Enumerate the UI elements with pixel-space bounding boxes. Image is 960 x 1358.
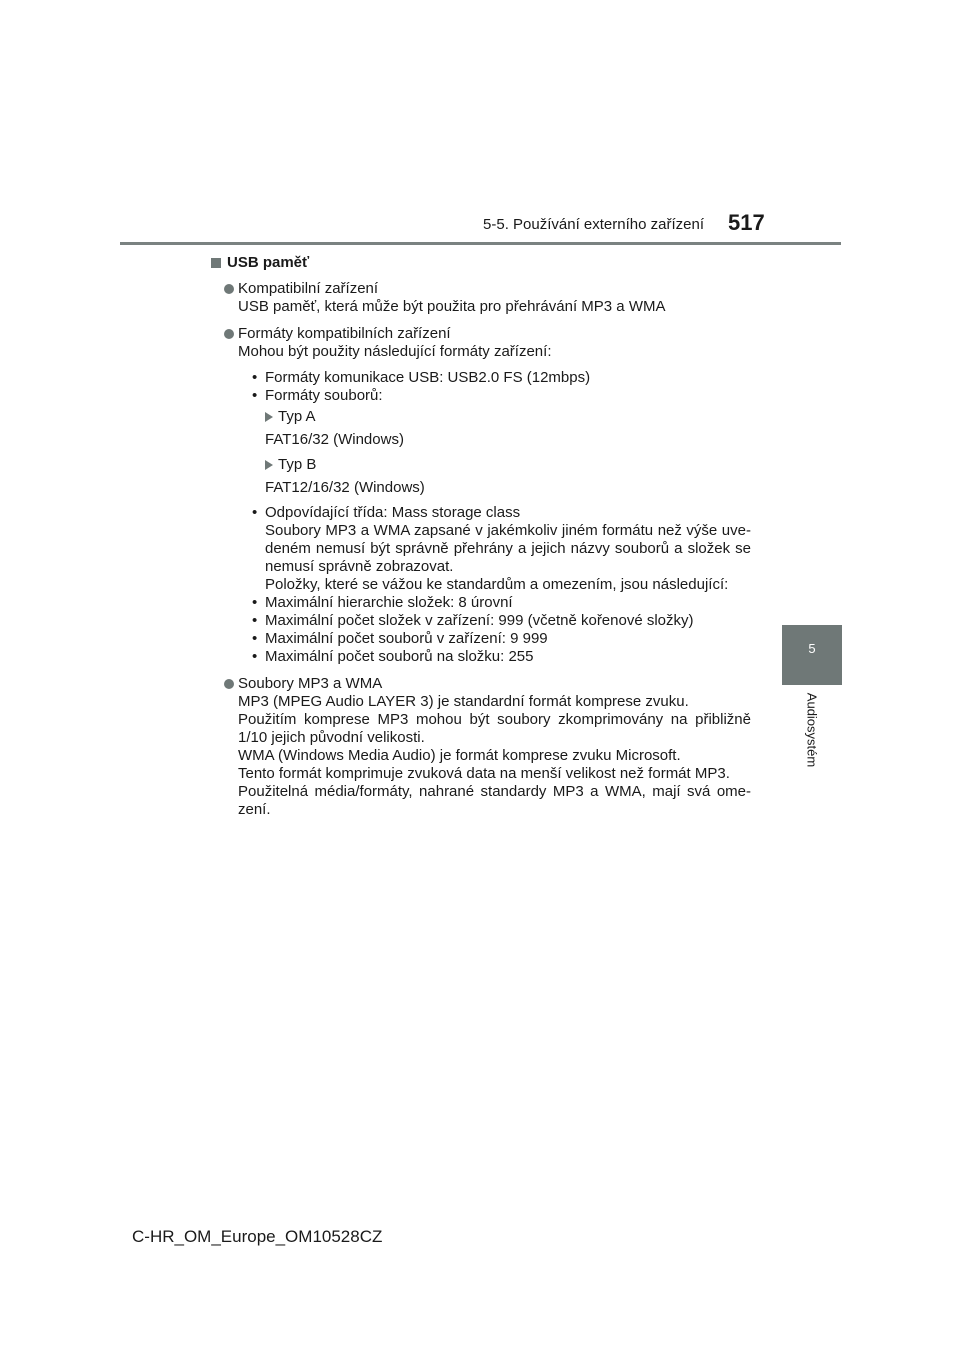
- format-list: [238, 369, 751, 666]
- paragraph-line: Soubory MP3 a WMA zapsané v jakémkoliv jiném formátu než výše uve-: [265, 522, 751, 539]
- bullet-dot-icon: •: [252, 594, 258, 611]
- list-item: [211, 675, 751, 819]
- list-bullet: • Formáty souborů: Typ A FAT16/32 (Windows) Typ B FAT12/16/32 (Windows): [252, 387, 751, 497]
- list-item: [211, 325, 751, 666]
- item-title: Formáty kompatibilních zařízení: [238, 325, 451, 342]
- item-text: Použitelná média/formáty, nahrané standardy MP3 a WMA, mají svá ome-: [238, 783, 751, 800]
- bullet-dot-icon: •: [252, 387, 258, 404]
- chapter-number: 5: [808, 641, 816, 656]
- list-item: [211, 280, 751, 316]
- list-bullet: • Odpovídající třída: Mass storage class Soubory MP3 a WMA zapsané v jakémkoliv jiném formátu než výše uve- deném nemusí být správně přehrány a jejich názvy souborů a složek se nemusí správně zobrazovat. Položky, které se vážou ke standardům a omezením, jsou následující:: [252, 504, 751, 593]
- circle-bullet-icon: [224, 329, 234, 339]
- list-bullet: • Formáty komunikace USB: USB2.0 FS (12mbps): [252, 369, 591, 386]
- type-a: [265, 408, 751, 426]
- type-label: Typ B: [278, 456, 317, 473]
- list-bullet: • Maximální počet souborů na složku: 255: [252, 648, 534, 665]
- paragraph-line: Položky, které se vážou ke standardům a omezením, jsou následující:: [265, 576, 729, 593]
- bullet-dot-icon: •: [252, 369, 258, 386]
- page-number: 517: [728, 210, 765, 235]
- type-value: FAT12/16/32 (Windows): [265, 479, 425, 496]
- square-bullet-icon: [211, 258, 221, 268]
- item-text: 1/10 jejich původní velikosti.: [238, 729, 425, 746]
- type-label: Typ A: [278, 408, 316, 425]
- chapter-label: Audiosystém: [804, 692, 820, 768]
- chapter-tab: [782, 625, 842, 685]
- arrow-right-icon: [265, 460, 273, 470]
- main-content: [211, 254, 751, 828]
- item-text: Tento formát komprimuje zvuková data na menší velikost než formát MP3.: [238, 765, 730, 782]
- item-text: Použitím komprese MP3 mohou být soubory zkomprimovány na přibližně: [238, 711, 751, 728]
- bullet-dot-icon: •: [252, 504, 258, 521]
- section-heading: [211, 254, 751, 272]
- paragraph-line: deném nemusí být správně přehrány a jejich názvy souborů a složek se: [265, 540, 751, 557]
- item-title: Soubory MP3 a WMA: [238, 675, 383, 692]
- list-bullet: • Maximální hierarchie složek: 8 úrovní: [252, 594, 513, 611]
- section-title: 5-5. Používání externího zařízení: [483, 216, 704, 233]
- item-text: Mohou být použity následující formáty zařízení:: [238, 343, 552, 360]
- item-text: WMA (Windows Media Audio) je formát komprese zvuku Microsoft.: [238, 747, 681, 764]
- list-bullet: • Maximální počet složek v zařízení: 999 (včetně kořenové složky): [252, 612, 694, 629]
- arrow-right-icon: [265, 412, 273, 422]
- type-value: FAT16/32 (Windows): [265, 431, 404, 448]
- bullet-dot-icon: •: [252, 648, 258, 665]
- section-heading-text: USB paměť: [227, 254, 310, 271]
- circle-bullet-icon: [224, 679, 234, 689]
- document-code: C-HR_OM_Europe_OM10528CZ: [132, 1227, 383, 1246]
- item-text: zení.: [238, 801, 271, 818]
- bullet-dot-icon: •: [252, 630, 258, 647]
- item-text: MP3 (MPEG Audio LAYER 3) je standardní formát komprese zvuku.: [238, 693, 689, 710]
- item-text: USB paměť, která může být použita pro přehrávání MP3 a WMA: [238, 298, 666, 315]
- paragraph-line: nemusí správně zobrazovat.: [265, 558, 454, 575]
- type-b: [265, 456, 751, 474]
- bullet-dot-icon: •: [252, 612, 258, 629]
- list-bullet: • Maximální počet souborů v zařízení: 9 999: [252, 630, 548, 647]
- header-divider: [120, 242, 841, 245]
- item-title: Kompatibilní zařízení: [238, 280, 379, 297]
- circle-bullet-icon: [224, 284, 234, 294]
